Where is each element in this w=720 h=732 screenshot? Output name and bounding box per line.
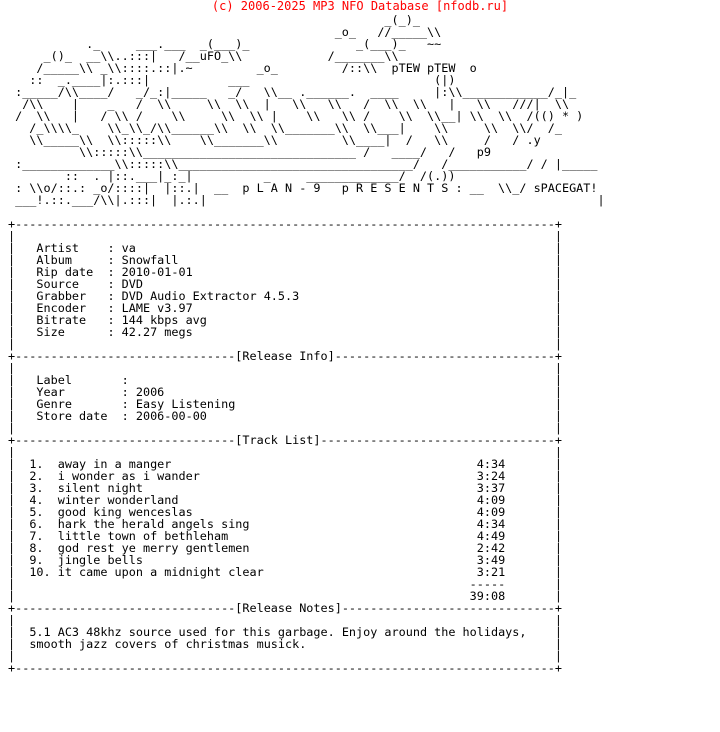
year-field-value: 2006 (135, 385, 165, 399)
ascii-art-line: :_____________\\:::::\\_________________________________/ /___________/ / |_____ (8, 157, 598, 171)
track-number: 1. (29, 457, 44, 471)
encoder-field: | Encoder : LAME v3.97 | (8, 301, 563, 315)
track-number: 9. (29, 553, 44, 567)
store-date-field: | Store date : 2006-00-00 | (8, 409, 563, 423)
nfo-border: +----------------------------------------------------------------------------+ (8, 661, 562, 675)
track-time: 3:49 (476, 553, 506, 567)
track-row: | 7. little town of bethleham 4:49 | (8, 529, 563, 543)
section-heading: +-------------------------------[Track List]---------------------------------+ (8, 433, 562, 447)
ascii-art-line: :: _.____|:.:::| ___ (|) (8, 73, 456, 87)
nfo-blank: | | (8, 421, 562, 435)
label-field-label: Label (36, 373, 72, 387)
size-field-value: 42.27 megs (121, 325, 193, 339)
ascii-art-line: / \\ | / \\ / \\ \\ \\ | \\ \\ / \\ \\__| \\ \\ /(() * ) (8, 109, 584, 123)
ascii-art-line: :: . |::.___|_:_| _ _____________/ /(.)) (8, 169, 456, 183)
section-heading: +-------------------------------[Release Notes]------------------------------+ (8, 601, 563, 615)
artist-field-label: Artist (36, 241, 80, 255)
track-row: | 4. winter wonderland 4:09 | (8, 493, 563, 507)
genre-field-label: Genre (36, 397, 72, 411)
track-row: | 5. good king wenceslas 4:09 | (8, 505, 563, 519)
track-time: 4:09 (476, 493, 506, 507)
track-title: god rest ye merry gentlemen (57, 541, 250, 555)
bitrate-field: | Bitrate : 144 kbps avg | (8, 313, 563, 327)
track-title: little town of bethleham (57, 529, 229, 543)
year-field-label: Year (36, 385, 65, 399)
section-title: [Release Info] (235, 349, 335, 363)
bitrate-field-label: Bitrate (36, 313, 87, 327)
track-number: 7. (29, 529, 44, 543)
track-number: 3. (29, 481, 44, 495)
track-time: 4:09 (476, 505, 506, 519)
ascii-art-line: \\:::::\\______________________________ / ____/ / p9 (8, 145, 491, 159)
track-title: away in a manger (57, 457, 172, 471)
grabber-field-label: Grabber (36, 289, 87, 303)
track-row: | 2. i wonder as i wander 3:24 | (8, 469, 563, 483)
artist-field: | Artist : va | (8, 241, 563, 255)
bitrate-field-value: 144 kbps avg (121, 313, 207, 327)
encoder-field-label: Encoder (36, 301, 87, 315)
section-title: [Release Notes] (235, 601, 342, 615)
track-number: 8. (29, 541, 44, 555)
site-credit-text: (c) 2006-2025 MP3 NFO Database [nfodb.ru] (211, 0, 509, 13)
store-date-field-value: 2006-00-00 (135, 409, 207, 423)
total-separator-row: | ----- | (8, 577, 562, 591)
album-field-value: Snowfall (121, 253, 179, 267)
track-row: | 8. god rest ye merry gentlemen 2:42 | (8, 541, 563, 555)
total-separator: ----- (469, 577, 506, 591)
ascii-art-line: /_\\\\_ \\_\\_/\\______\\ \\ \\_______\\ \\___| \\ \\ \\/ /_ (8, 121, 562, 135)
label-field: | Label : | (8, 373, 562, 387)
track-row: | 10. it came upon a midnight clear 3:21 | (8, 565, 563, 579)
release-notes-line: | smooth jazz covers of christmas musick. | (8, 637, 562, 651)
rip-date-field: | Rip date : 2010-01-01 | (8, 265, 563, 279)
size-field: | Size : 42.27 megs | (8, 325, 563, 339)
nfo-blank: | | (8, 229, 562, 243)
release-notes-text: 5.1 AC3 48khz source used for this garbage. Enjoy around the holidays, (29, 625, 527, 639)
release-notes-line: | 5.1 AC3 48khz source used for this garbage. Enjoy around the holidays, | (8, 625, 562, 639)
ascii-art-line: /_____\\ _\\::::.::|.~ _o_ /::\\ pTEW pTEW o (8, 61, 477, 75)
total-time: 39:08 (469, 589, 506, 603)
track-number: 10. (29, 565, 51, 579)
nfo-document (8, 14, 605, 674)
ascii-art-line: _(_)_ (8, 13, 420, 27)
track-title: winter wonderland (57, 493, 179, 507)
ascii-art-line: :_____/\\____/ _/_:|_____ _/ \\__ .______. ____ |:\\____________/_|_ (8, 85, 577, 99)
track-time: 3:37 (476, 481, 506, 495)
source-field-value: DVD (121, 277, 143, 291)
track-title: good king wenceslas (57, 505, 193, 519)
ascii-art-line: ._ ___.___ _(___)_ _(___)_ ~~ (8, 37, 442, 51)
site-credit-header (0, 0, 720, 14)
total-time-row: | 39:08 | (8, 589, 562, 603)
grabber-field-value: DVD Audio Extractor 4.5.3 (121, 289, 300, 303)
ascii-art-line: _()_ __\\..:::| /__uFO_\\ /_______\\ (8, 49, 399, 63)
track-title: i wonder as i wander (57, 469, 200, 483)
ascii-art-line: _o_ //_____\\ (8, 25, 442, 39)
nfo-blank: | | (8, 337, 562, 351)
genre-field: | Genre : Easy Listening | (8, 397, 563, 411)
track-title: it came upon a midnight clear (57, 565, 264, 579)
rip-date-field-value: 2010-01-01 (121, 265, 193, 279)
track-time: 4:49 (476, 529, 506, 543)
track-row: | 6. hark the herald angels sing 4:34 | (8, 517, 563, 531)
track-title: silent night (57, 481, 143, 495)
release-notes-text: smooth jazz covers of christmas musick. (29, 637, 307, 651)
artist-field-value: va (121, 241, 136, 255)
track-time: 2:42 (476, 541, 506, 555)
track-title: jingle bells (57, 553, 143, 567)
nfo-blank: | | (8, 613, 562, 627)
size-field-label: Size (36, 325, 65, 339)
nfo-blank: | | (8, 649, 562, 663)
ascii-art-line: : \\o/::.: _o/::::| |::.| __ p L A N - 9 p R E S E N T S : __ \\_/ sPACEGAT! (8, 181, 598, 195)
track-number: 5. (29, 505, 44, 519)
track-time: 3:24 (476, 469, 506, 483)
genre-field-value: Easy Listening (135, 397, 236, 411)
album-field-label: Album (36, 253, 72, 267)
track-row: | 1. away in a manger 4:34 | (8, 457, 563, 471)
ascii-art-line: ___!.::.___/\\|.:::| |.:.| | (8, 193, 605, 207)
track-number: 4. (29, 493, 44, 507)
rip-date-field-label: Rip date (36, 265, 94, 279)
section-title: [Track List] (235, 433, 321, 447)
grabber-field: | Grabber : DVD Audio Extractor 4.5.3 | (8, 289, 563, 303)
year-field: | Year : 2006 | (8, 385, 563, 399)
track-title: hark the herald angels sing (57, 517, 250, 531)
source-field: | Source : DVD | (8, 277, 563, 291)
nfo-blank: | | (8, 445, 562, 459)
track-time: 3:21 (476, 565, 506, 579)
track-time: 4:34 (476, 517, 506, 531)
nfo-border: +----------------------------------------------------------------------------+ (8, 217, 562, 231)
source-field-label: Source (36, 277, 80, 291)
nfo-blank: | | (8, 361, 562, 375)
ascii-art-line: /\\ | _ / \\ \\ \\ | \\ \\ / \\ \\ | \\ ///| \\ (8, 97, 570, 111)
section-heading: +-------------------------------[Release Info]-------------------------------+ (8, 349, 562, 363)
album-field: | Album : Snowfall | (8, 253, 563, 267)
track-number: 6. (29, 517, 44, 531)
track-number: 2. (29, 469, 44, 483)
store-date-field-label: Store date (36, 409, 108, 423)
encoder-field-value: LAME v3.97 (121, 301, 193, 315)
track-row: | 9. jingle bells 3:49 | (8, 553, 563, 567)
track-time: 4:34 (476, 457, 506, 471)
track-row: | 3. silent night 3:37 | (8, 481, 563, 495)
ascii-art-line: \\_____\\ \\:::::\\ \\_______\\ \\____| / \\ / / .y (8, 133, 541, 147)
